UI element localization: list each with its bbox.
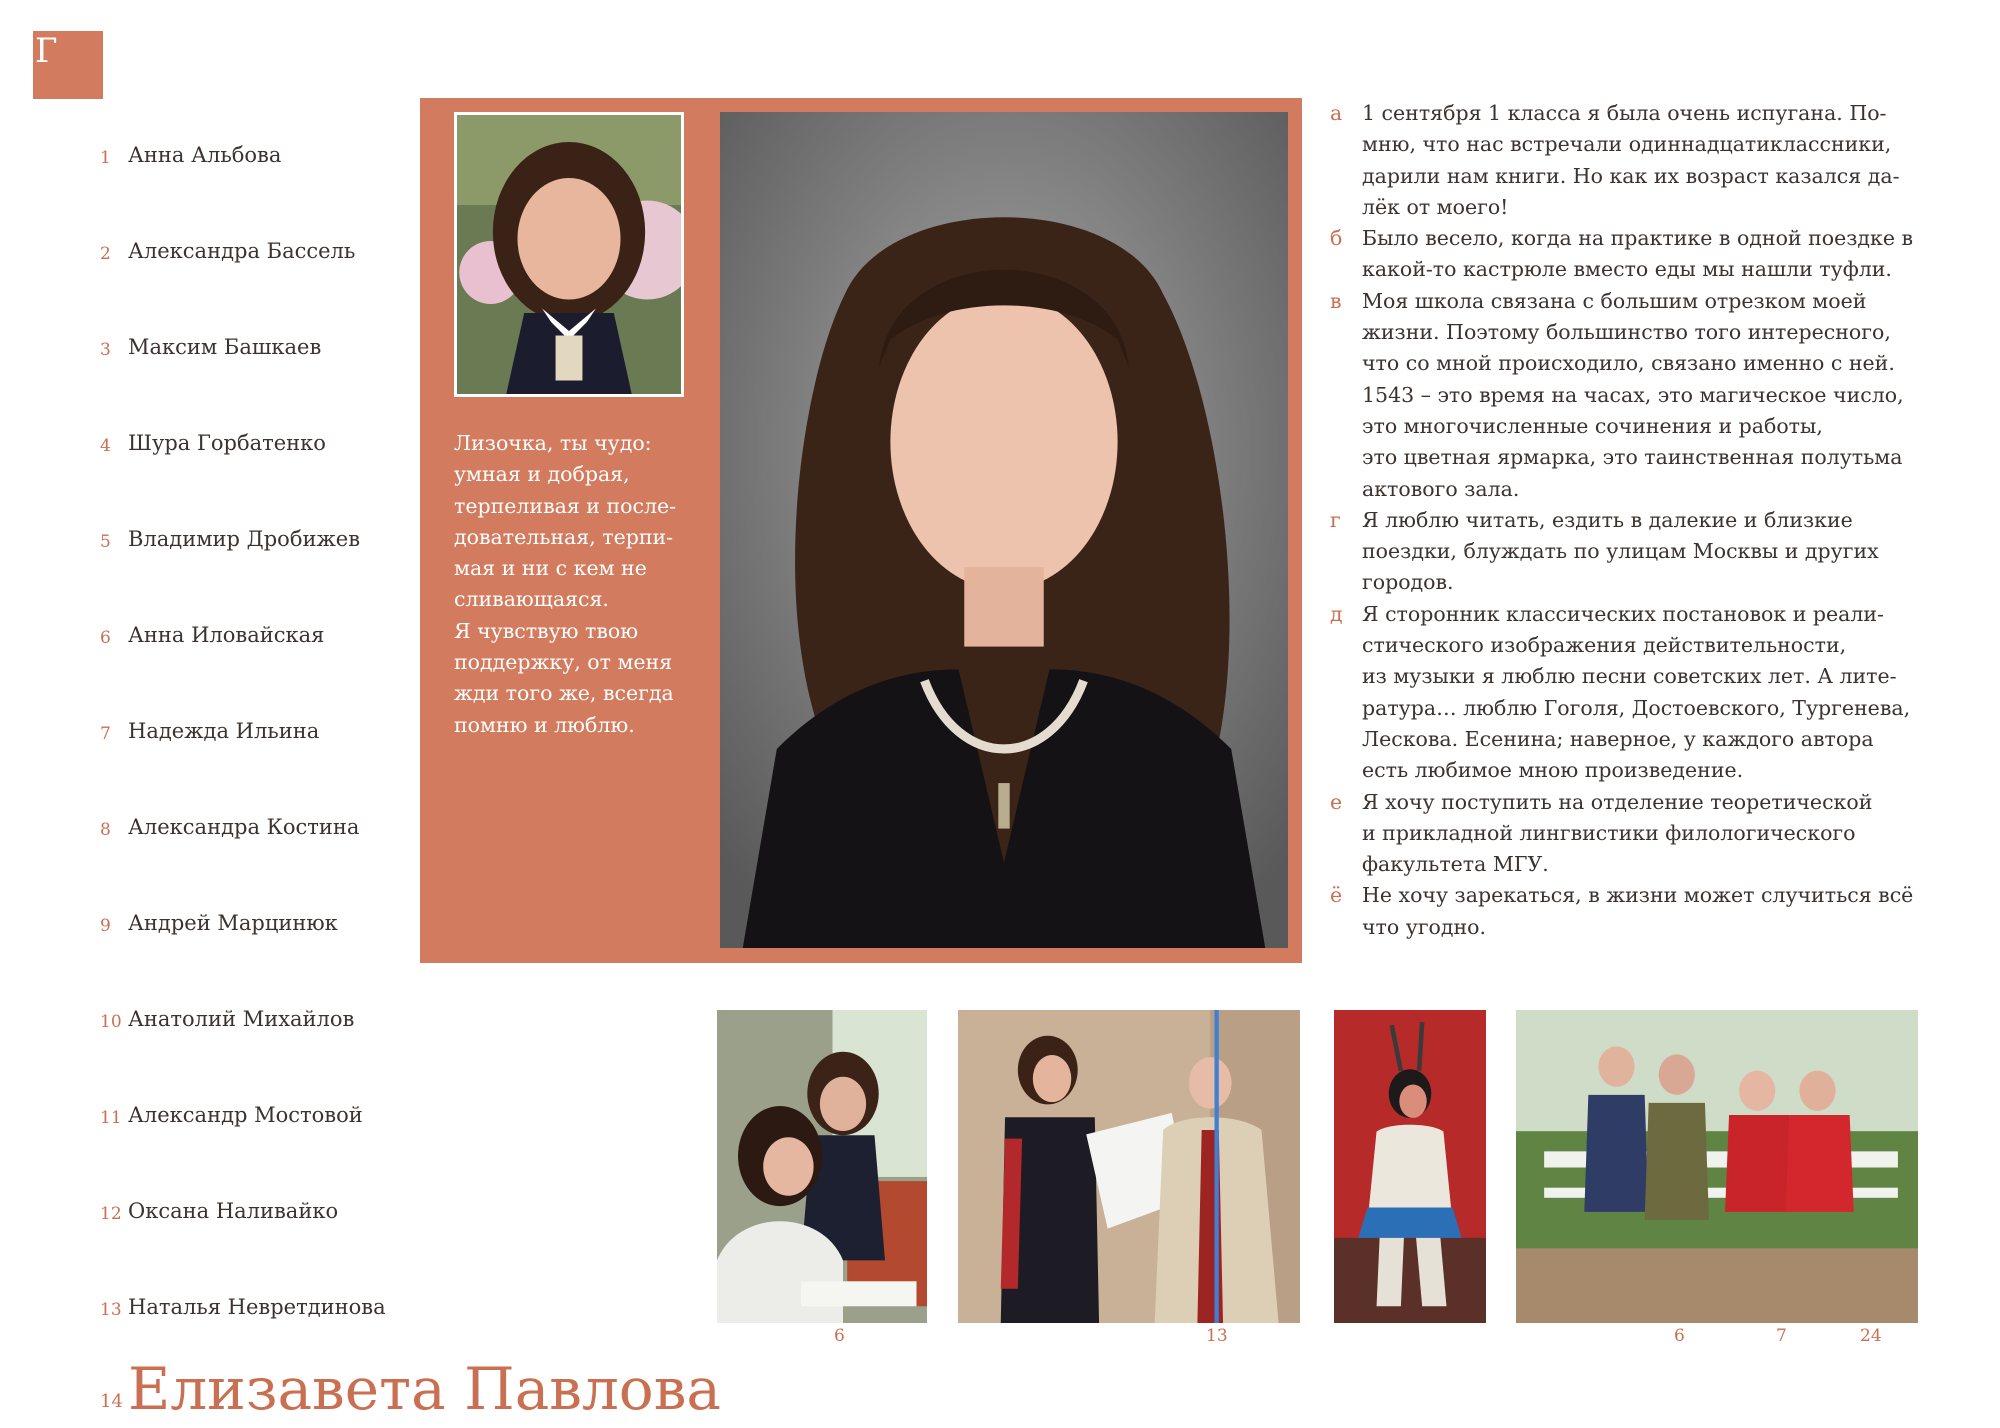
answer-text: Не хочу зарекаться, в жизни может случиться всё что угодно. [1362, 883, 1914, 939]
roster-number: 9 [100, 916, 111, 936]
photo-ref-number: 6 [834, 1326, 845, 1346]
roster-name: Анатолий Михайлов [128, 1007, 355, 1031]
roster-name: Наталья Невретдинова [128, 1295, 386, 1319]
roster-number: 4 [100, 436, 111, 456]
answer-text: 1 сентября 1 класса я была очень испугана. По- мню, что нас встречали одиннадцатиклассники, дарили нам книги. Но как их возраст казался да- лёк от моего! [1362, 101, 1900, 219]
answer-text: Я люблю читать, ездить в далекие и близкие поездки, блуждать по улицам Москвы и других городов. [1362, 507, 1879, 595]
photo-ref-number: 7 [1776, 1326, 1787, 1346]
roster-number: 7 [100, 724, 111, 744]
answer-item [1330, 98, 1930, 223]
roster-item[interactable] [100, 332, 430, 428]
answer-item [1330, 599, 1930, 787]
roster-item[interactable] [100, 908, 430, 1004]
answer-item [1330, 880, 1930, 943]
gallery-photo-costume-performance [1334, 1010, 1486, 1323]
roster-name: Александра Бассель [128, 239, 356, 263]
roster-item[interactable] [100, 620, 430, 716]
roster-number: 11 [100, 1108, 122, 1128]
roster-number: 3 [100, 340, 111, 360]
roster-number: 6 [100, 628, 111, 648]
roster-name: Владимир Дробижев [128, 527, 361, 551]
answer-item [1330, 223, 1930, 286]
answer-letter: е [1330, 789, 1343, 814]
answer-letter: б [1330, 226, 1343, 251]
section-letter: Г [35, 31, 58, 71]
roster-name: Оксана Наливайко [128, 1199, 339, 1223]
answer-letter: ё [1330, 883, 1343, 908]
roster-name: Анна Альбова [128, 143, 282, 167]
roster-name: Шура Горбатенко [128, 431, 326, 455]
current-student-heading [100, 1354, 721, 1424]
roster-item[interactable] [100, 1100, 430, 1196]
section-letter-tab [33, 31, 103, 99]
roster-item[interactable] [100, 716, 430, 812]
current-student-name: Елизавета Павлова [128, 1355, 721, 1423]
roster-name: Александра Костина [128, 815, 360, 839]
answer-letter: в [1330, 288, 1342, 313]
roster-number: 2 [100, 244, 111, 264]
photo-ref-number: 13 [1206, 1326, 1228, 1346]
roster-number: 5 [100, 532, 111, 552]
gallery-photo-award-ceremony [958, 1010, 1300, 1323]
roster-item[interactable] [100, 524, 430, 620]
answer-letter: г [1330, 507, 1341, 532]
roster-name: Максим Башкаев [128, 335, 322, 359]
answer-text: Я хочу поступить на отделение теоретической и прикладной лингвистики филологического факультета МГУ. [1362, 789, 1873, 877]
answer-item [1330, 286, 1930, 505]
roster-name: Анна Иловайская [128, 623, 325, 647]
class-roster [100, 140, 430, 1388]
roster-item[interactable] [100, 1004, 430, 1100]
questionnaire-answers [1330, 98, 1930, 943]
roster-item[interactable] [100, 1196, 430, 1292]
answer-letter: а [1330, 101, 1343, 125]
roster-number: 10 [100, 1012, 122, 1032]
answer-text: Я сторонник классических постановок и реали- стического изображения действительности, из музыки я люблю песни советских лет. А лите- ратура… люблю Гоголя, Достоевского, Тургенева, Лескова. Есенина; наверное, у каждого автора есть любимое мною произведение. [1362, 601, 1911, 783]
roster-item[interactable] [100, 236, 430, 332]
roster-name: Надежда Ильина [128, 719, 320, 743]
roster-number: 8 [100, 820, 111, 840]
roster-name: Андрей Марцинюк [128, 911, 338, 935]
roster-item[interactable] [100, 140, 430, 236]
photo-ref-number: 24 [1860, 1326, 1882, 1346]
answer-text: Моя школа связана с большим отрезком моей жизни. Поэтому большинство того интересного, что со мной происходило, связано именно с ней. 1543 – это время на часах, это магическое число, это многочисленные сочинения и работы, это цветная ярмарка, это таинственная полутьма актового зала. [1362, 288, 1904, 501]
roster-number: 12 [100, 1204, 122, 1224]
childhood-photo [454, 112, 684, 397]
photo-ref-number: 6 [1674, 1326, 1685, 1346]
roster-item[interactable] [100, 812, 430, 908]
roster-name: Александр Мостовой [128, 1103, 363, 1127]
feature-panel [420, 98, 1302, 963]
gallery-photo-students-classroom [717, 1010, 927, 1323]
portrait-photo [720, 112, 1288, 948]
gallery-photo-students-on-bench [1516, 1010, 1918, 1323]
answer-item [1330, 505, 1930, 599]
roster-number: 1 [100, 148, 111, 168]
roster-item[interactable] [100, 428, 430, 524]
answer-letter: д [1330, 601, 1343, 626]
answer-text: Было весело, когда на практике в одной поездке в какой-то кастрюле вместо еды мы нашли туфли. [1362, 226, 1914, 282]
dedication-text: Лизочка, ты чудо: умная и добрая, терпеливая и после- довательная, терпи- мая и ни с кем не сливающаяся. Я чувствую твою поддержку, от меня жди того же, всегда помню и люблю. [454, 431, 677, 737]
roster-number: 13 [100, 1300, 122, 1320]
current-student-number: 14 [100, 1391, 123, 1412]
answer-item [1330, 787, 1930, 881]
